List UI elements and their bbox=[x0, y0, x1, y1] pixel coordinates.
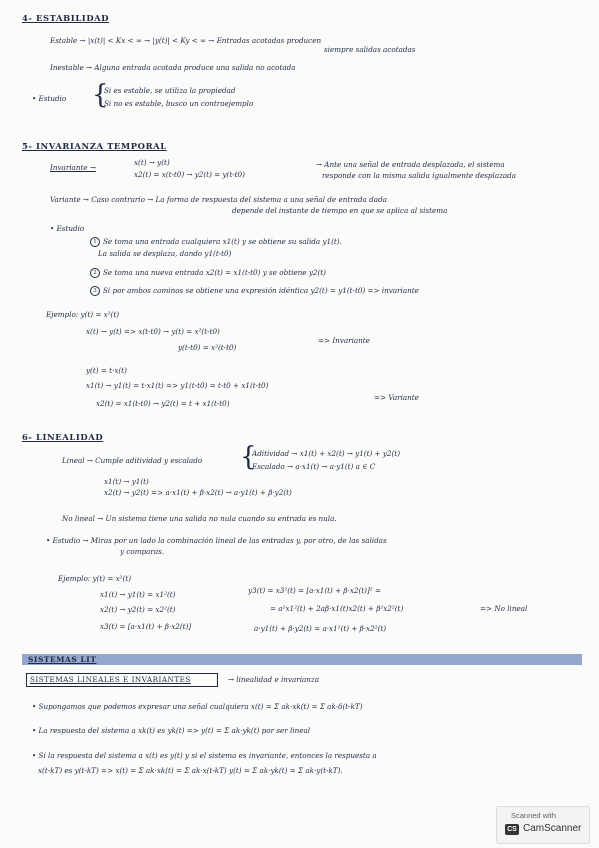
stable-line: Estable → |x(t)| < Kx < ∞ → |y(t)| < Ky < ∞ → Entradas acotadas producen bbox=[50, 36, 322, 45]
lti-banner bbox=[22, 654, 582, 665]
lti-box-title: SISTEMAS LINEALES E INVARIANTES bbox=[30, 675, 191, 684]
linear-eq2: x2(t) → y2(t) => a·x1(t) + β·x2(t) → a·y1(t) + β·y2(t) bbox=[104, 488, 292, 497]
linear-line: Lineal → Cumple aditividad y escalado bbox=[62, 456, 203, 465]
invariant-label: Invariante → bbox=[50, 163, 96, 172]
step-number: 2 bbox=[90, 268, 100, 278]
study-label-5: • Estudio bbox=[50, 224, 85, 233]
stable-line-cont: siempre salidas acotadas bbox=[324, 45, 416, 54]
step-3-text: Si por ambos caminos se obtiene una expresión idéntica y2(t) = y1(t-t0) => invariante bbox=[103, 286, 419, 295]
brace: { bbox=[92, 80, 109, 110]
lti-box-desc: → linealidad e invarianza bbox=[228, 675, 319, 684]
lti-bullet-3-cont: x(t-kT) es y(t-kT) => x(t) = Σ ak·xk(t) = Σ ak·x(t-kT) y(t) = Σ ak·yk(t) = Σ ak·y(t-kT). bbox=[38, 766, 343, 775]
variant-line: Variante → Caso contrario → La forma de respuesta del sistema a una señal de entrada dada bbox=[50, 195, 387, 204]
example-6-result3: a·y1(t) + β·y2(t) = a·x1²(t) + β·x2²(t) bbox=[254, 624, 387, 633]
example-5-result1: => Invariante bbox=[318, 336, 370, 345]
example-5-line1: x(t) → y(t) => x(t-t0) → y(t) = x²(t-t0) bbox=[86, 327, 220, 336]
unstable-line: Inestable → Alguna entrada acotada produce una salida no acotada bbox=[50, 63, 296, 72]
watermark-brand: CamScanner bbox=[523, 823, 582, 834]
camscanner-logo-icon: CS bbox=[505, 824, 519, 835]
lti-banner-title: SISTEMAS LIT bbox=[28, 655, 97, 664]
example-6-title: Ejemplo: y(t) = x²(t) bbox=[58, 574, 132, 583]
additivity-line: Aditividad → x1(t) + x2(t) → y1(t) + y2(t) bbox=[252, 449, 400, 458]
invariant-eq1: x(t) → y(t) bbox=[134, 158, 170, 167]
study-4-case1: Si es estable, se utiliza la propiedad bbox=[104, 86, 236, 95]
step-1-text: Se toma una entrada cualquiera x1(t) y se obtiene su salida y1(t). bbox=[103, 237, 342, 246]
example-5-title: Ejemplo: y(t) = x²(t) bbox=[46, 310, 120, 319]
example-5-line5: x2(t) = x1(t-t0) → y2(t) = t + x1(t-t0) bbox=[96, 399, 230, 408]
example-5-line2: y(t-t0) = x²(t-t0) bbox=[178, 343, 237, 352]
variant-line-cont: depende del instante de tiempo en que se aplica al sistema bbox=[232, 206, 448, 215]
invariant-desc-cont: responde con la misma salida igualmente desplazada bbox=[322, 171, 517, 180]
example-6-line3: x3(t) = [a·x1(t) + β·x2(t)] bbox=[100, 622, 192, 631]
step-2 bbox=[90, 268, 326, 278]
step-3 bbox=[90, 286, 419, 296]
study-6-line-cont: y comparas. bbox=[120, 547, 165, 556]
step-2-text: Se toma una nueva entrada x2(t) = x1(t-t0) y se obtiene y2(t) bbox=[103, 268, 326, 277]
step-1-cont: La salida se desplaza, dando y1(t-t0) bbox=[98, 249, 232, 258]
lti-bullet-1: • Supongamos que podemos expresar una señal cualquiera x(t) = Σ ak·xk(t) = Σ ak·δ(t-kT) bbox=[32, 702, 363, 711]
invariant-eq2: x2(t) = x(t-t0) → y2(t) = y(t-t0) bbox=[134, 170, 245, 179]
brace: { bbox=[240, 442, 257, 472]
camscanner-watermark bbox=[496, 806, 590, 844]
example-5-line3: y(t) = t·x(t) bbox=[86, 366, 127, 375]
lti-bullet-2: • La respuesta del sistema a xk(t) es yk(t) => y(t) = Σ ak·yk(t) por ser lineal bbox=[32, 726, 311, 735]
example-6-conclusion: => No lineal bbox=[480, 604, 528, 613]
example-5-result2: => Variante bbox=[374, 393, 419, 402]
lti-bullet-3: • Si la respuesta del sistema a x(t) es y(t) y si el sistema es invariante, entonces la respuesta a bbox=[32, 751, 377, 760]
nonlinear-line: No lineal → Un sistema tiene una salida no nula cuando su entrada es nula. bbox=[62, 514, 337, 523]
step-1 bbox=[90, 237, 342, 247]
section-5-title: 5- INVARIANZA TEMPORAL bbox=[22, 141, 167, 151]
watermark-caption: Scanned with bbox=[511, 811, 557, 820]
study-6-line: • Estudio → Miras por un lado la combinación lineal de las entradas y, por otro, de las salidas bbox=[46, 536, 387, 545]
linear-eq1: x1(t) → y1(t) bbox=[104, 477, 149, 486]
example-6-line1: x1(t) → y1(t) = x1²(t) bbox=[100, 590, 176, 599]
example-5-line4: x1(t) → y1(t) = t·x1(t) => y1(t-t0) = t-t0 + x1(t-t0) bbox=[86, 381, 269, 390]
section-6-title: 6- LINEALIDAD bbox=[22, 432, 104, 442]
section-4-title: 4- ESTABILIDAD bbox=[22, 13, 110, 23]
study-label-4: • Estudio bbox=[32, 94, 67, 103]
step-number: 3 bbox=[90, 286, 100, 296]
example-6-line2: x2(t) → y2(t) = x2²(t) bbox=[100, 605, 176, 614]
invariant-desc: → Ante una señal de entrada desplazada, el sistema bbox=[316, 160, 505, 169]
example-6-result1: y3(t) = x3²(t) = [a·x1(t) + β·x2(t)]² = bbox=[248, 586, 381, 595]
scaling-line: Escalado → a·x1(t) → a·y1(t) a ∈ C bbox=[252, 462, 376, 471]
example-6-result2: = a²x1²(t) + 2aβ·x1(t)x2(t) + β²x2²(t) bbox=[270, 604, 404, 613]
study-4-case2: Si no es estable, busco un contraejemplo bbox=[104, 99, 254, 108]
step-number: 1 bbox=[90, 237, 100, 247]
